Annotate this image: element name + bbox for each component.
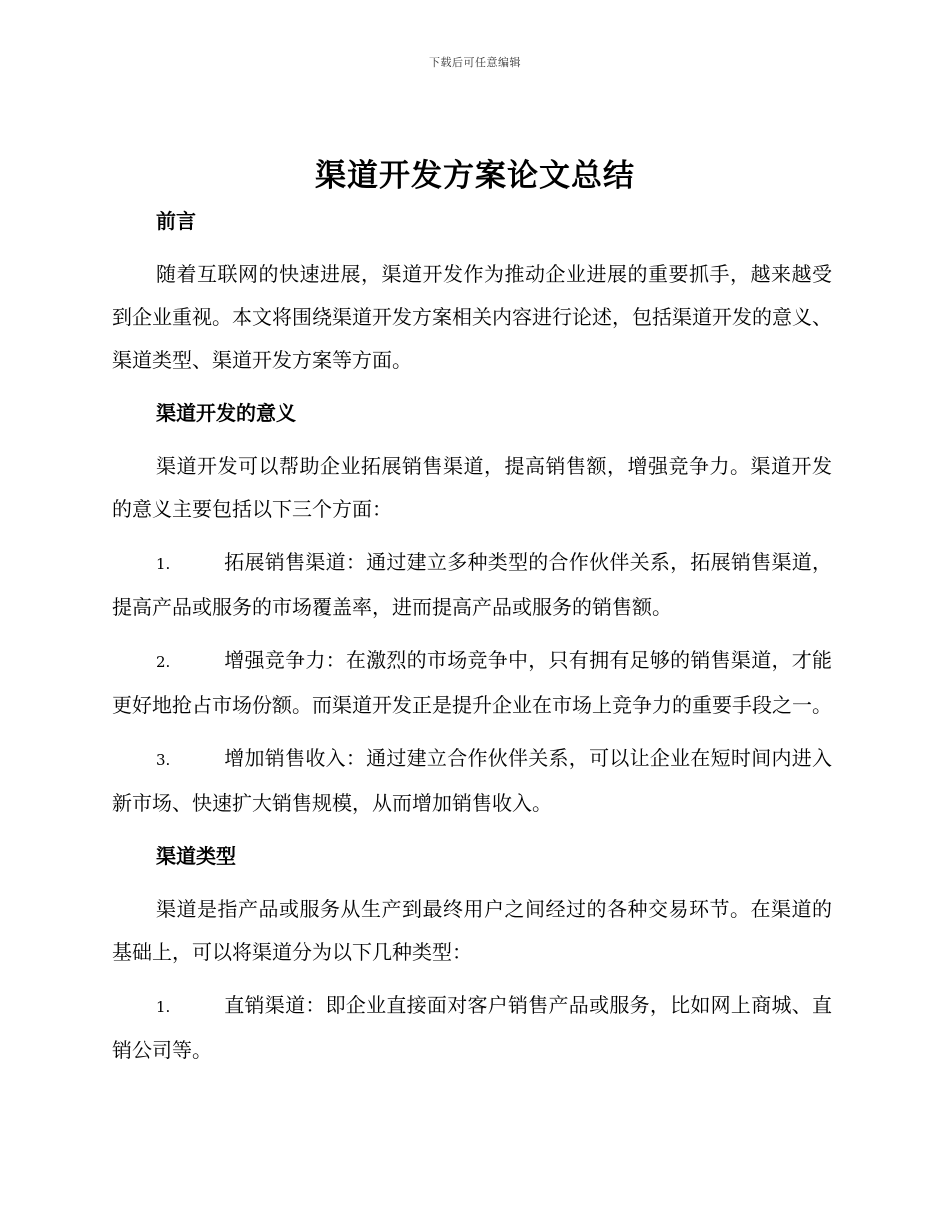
section-paragraph-channel-types: 渠道是指产品或服务从生产到最终用户之间经过的各种交易环节。在渠道的基础上，可以将渠道分为以下几种类型： xyxy=(112,897,832,964)
section-heading-significance: 渠道开发的意义 xyxy=(156,401,296,425)
header-note: 下载后可任意编辑 xyxy=(429,56,521,69)
list-number: 3. xyxy=(156,751,171,769)
list-item xyxy=(112,541,832,629)
list-item xyxy=(112,639,832,727)
section-paragraph-significance: 渠道开发可以帮助企业拓展销售渠道，提高销售额，增强竞争力。渠道开发的意义主要包括以下三个方面： xyxy=(112,454,832,521)
document-body xyxy=(112,200,832,1082)
list-number: 1. xyxy=(156,998,171,1016)
section-paragraph-preface: 随着互联网的快速进展，渠道开发作为推动企业进展的重要抓手，越来越受到企业重视。本文将围绕渠道开发方案相关内容进行论述，包括渠道开发的意义、渠道类型、渠道开发方案等方面。 xyxy=(112,262,832,372)
list-text: 直销渠道：即企业直接面对客户销售产品或服务，比如网上商城、直销公司等。 xyxy=(112,993,832,1062)
list-item xyxy=(112,984,832,1072)
section-heading-channel-types: 渠道类型 xyxy=(156,844,236,868)
section-heading-preface: 前言 xyxy=(156,209,196,233)
list-text: 拓展销售渠道：通过建立多种类型的合作伙伴关系，拓展销售渠道，提高产品或服务的市场覆盖率，进而提高产品或服务的销售额。 xyxy=(112,550,832,619)
list-number: 2. xyxy=(156,653,171,671)
list-number: 1. xyxy=(156,555,171,573)
list-item xyxy=(112,737,832,825)
document-title: 渠道开发方案论文总结 xyxy=(315,158,635,194)
list-text: 增强竞争力：在激烈的市场竞争中，只有拥有足够的销售渠道，才能更好地抢占市场份额。而渠道开发正是提升企业在市场上竞争力的重要手段之一。 xyxy=(112,648,832,717)
list-text: 增加销售收入：通过建立合作伙伴关系，可以让企业在短时间内进入新市场、快速扩大销售规模，从而增加销售收入。 xyxy=(112,746,832,815)
